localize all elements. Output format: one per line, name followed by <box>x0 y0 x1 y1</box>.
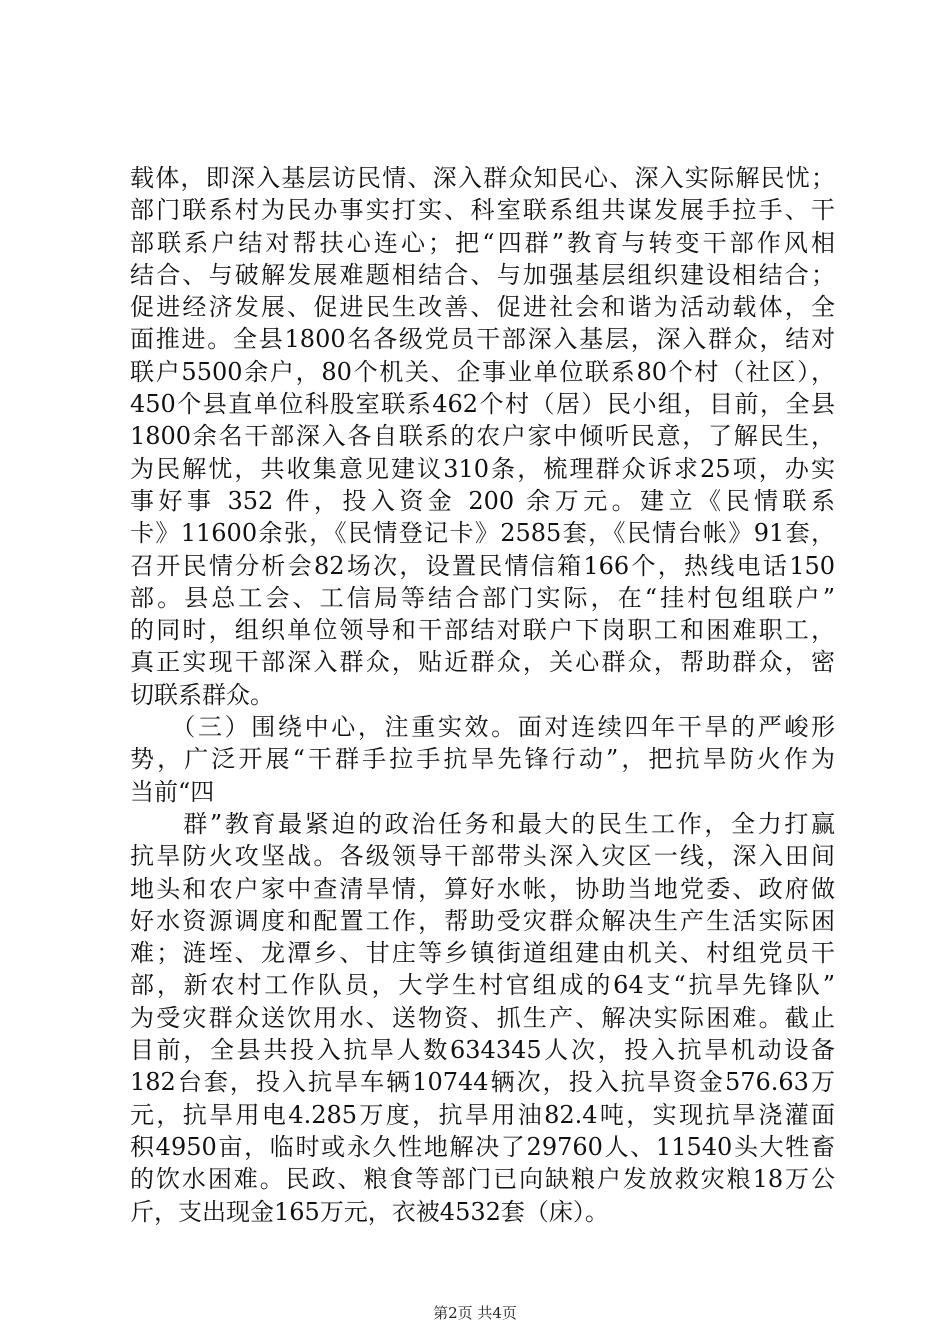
text-line: 抗旱防火攻坚战。各级领导干部带头深入灾区一线，深入田间 <box>130 842 835 871</box>
body-text <box>130 162 835 1228</box>
text-line: 促进经济发展、促进民生改善、促进社会和谐为活动载体，全 <box>130 293 835 322</box>
text-line: 真正实现干部深入群众，贴近群众，关心群众，帮助群众，密 <box>130 648 835 677</box>
text-line: 为民解忧，共收集意见建议310条，梳理群众诉求25项，办实 <box>130 454 835 483</box>
text-line: 地头和农户家中查清旱情，算好水帐，协助当地党委、政府做 <box>130 874 835 903</box>
text-line: 斤，支出现金165万元，衣被4532套（床）。 <box>130 1197 609 1226</box>
text-line: 部。县总工会、工信局等结合部门实际，在“挂村包组联户” <box>130 583 835 612</box>
text-line: 当前“四 <box>130 777 215 806</box>
text-line: 联户5500余户，80个机关、企事业单位联系80个村（社区）， <box>130 357 835 386</box>
text-line: 面推进。全县1800名各级党员干部深入基层，深入群众，结对 <box>130 325 835 354</box>
text-line: 为受灾群众送饮用水、送物资、抓生产、解决实际困难。截止 <box>130 1003 835 1032</box>
text-line: 卡》11600余张，《民情登记卡》2585套，《民情台帐》91套， <box>130 519 835 548</box>
text-line: 积4950亩，临时或永久性地解决了29760人、11540头大牲畜 <box>130 1132 835 1161</box>
text-line: 目前，全县共投入抗旱人数634345人次，投入抗旱机动设备 <box>130 1036 835 1065</box>
text-line: 部联系户结对帮扶心连心；把“四群”教育与转变干部作风相 <box>130 228 835 257</box>
text-line: 事好事 352 件，投入资金 200 余万元。建立《民情联系 <box>130 486 835 515</box>
text-line: 元，抗旱用电4.285万度，抗旱用油82.4吨，实现抗旱浇灌面 <box>130 1100 835 1129</box>
text-line: 难；涟垤、龙潭乡、甘庄等乡镇街道组建由机关、村组党员干 <box>130 939 835 968</box>
text-line: 部门联系村为民办事实打实、科室联系组共谋发展手拉手、干 <box>130 196 835 225</box>
text-line: （三）围绕中心，注重实效。面对连续四年干旱的严峻形 <box>130 713 835 742</box>
page-footer: 第2页 共4页 <box>433 1304 517 1322</box>
text-line: 1800余名干部深入各自联系的农户家中倾听民意，了解民生， <box>130 422 835 451</box>
text-line: 群”教育最紧迫的政治任务和最大的民生工作，全力打赢 <box>130 809 835 838</box>
text-line: 450个县直单位科股室联系462个村（居）民小组，目前，全县 <box>130 390 835 419</box>
text-line: 切联系群众。 <box>130 680 274 709</box>
text-line: 势，广泛开展“干群手拉手抗旱先锋行动”，把抗旱防火作为 <box>130 745 835 774</box>
text-line: 结合、与破解发展难题相结合、与加强基层组织建设相结合； <box>130 260 835 289</box>
text-line: 载体，即深入基层访民情、深入群众知民心、深入实际解民忧； <box>130 164 835 192</box>
text-line: 好水资源调度和配置工作，帮助受灾群众解决生产生活实际困 <box>130 906 835 935</box>
text-line: 的饮水困难。民政、粮食等部门已向缺粮户发放救灾粮18万公 <box>130 1165 835 1194</box>
text-line: 的同时，组织单位领导和干部结对联户下岗职工和困难职工， <box>130 616 835 645</box>
text-line: 召开民情分析会82场次，设置民情信箱166个，热线电话150 <box>130 551 835 580</box>
text-line: 182台套，投入抗旱车辆10744辆次，投入抗旱资金576.63万 <box>130 1068 835 1097</box>
text-line: 部，新农村工作队员，大学生村官组成的64支“抗旱先锋队” <box>130 971 835 1000</box>
